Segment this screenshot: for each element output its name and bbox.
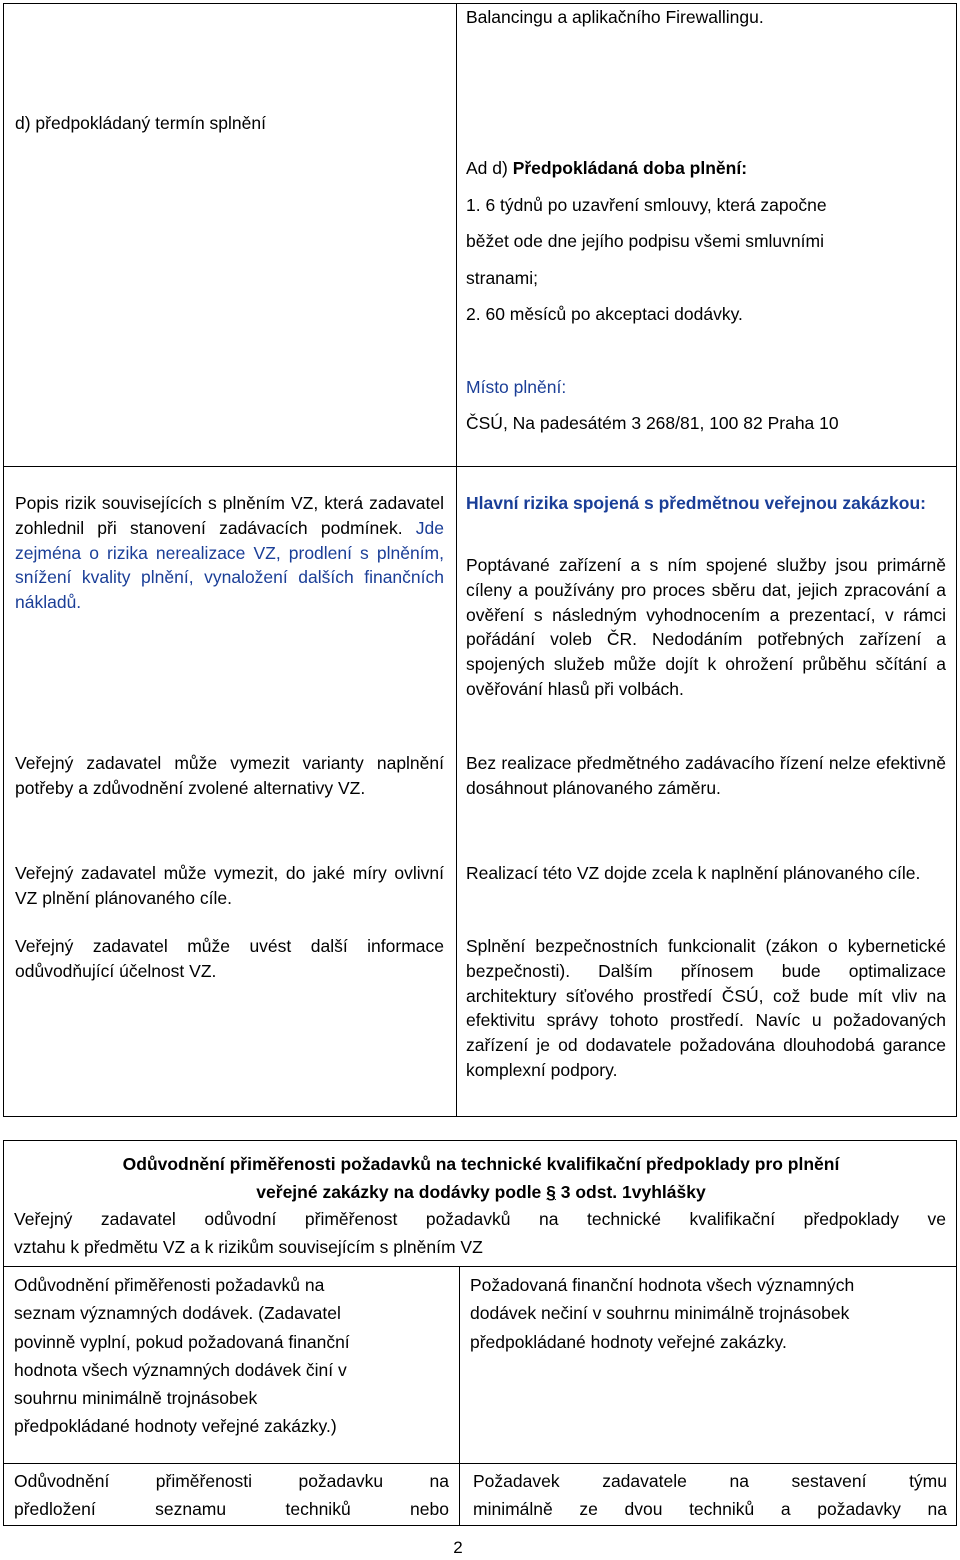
- technicians-left-line: předložení seznamu techniků nebo: [14, 1499, 449, 1520]
- duration-item-1-line3: stranami;: [466, 267, 538, 288]
- main-risks-body: Poptávané zařízení a s ním spojené služby jsou primárně cíleny a používány pro proces sběru dat, jejich zpracování a ověření s následným vyhodnocením a prezentací, v rámci pořádání voleb ČR. Nedodáním potřebných zařízení a spojených služeb může dojít k ohrožení průběhu sčítání a ověřování hlasů při volbách.: [466, 555, 946, 699]
- security-functions-text: Splnění bezpečnostních funkcionalit (zákon o kybernetické bezpečnosti). Dalším přínosem bude optimalizace architektury síťového prostředí ČSÚ, což bude mít vliv na efektivitu správy tohoto prostředí. Navíc u požadovaných zařízení je od dodavatele požadována dlouhodobá garance komplexní podpory.: [466, 936, 946, 1080]
- duration-item-1-line2: běžet ode dne jejího podpisu všemi smluvními: [466, 231, 824, 251]
- row2-right-cell: [456, 94, 957, 467]
- qualification-title-line2: veřejné zakázky na dodávky podle § 3 odst. 1vyhlášky: [256, 1182, 706, 1202]
- row1-right-cell: [456, 3, 957, 95]
- main-risks-heading: Hlavní rizika spojená s předmětnou veřejnou zakázkou:: [466, 493, 926, 513]
- requirements-table: [3, 3, 957, 1117]
- goal-fulfilment-text: Realizací této VZ dojde zcela k naplnění plánovaného cíle.: [466, 863, 921, 883]
- deliveries-left-line: předpokládané hodnoty veřejné zakázky.): [14, 1416, 337, 1437]
- deliveries-right-line: Požadovaná finanční hodnota všech významných: [470, 1275, 855, 1295]
- technicians-right-line: minimálně ze dvou techniků a požadavky na: [473, 1499, 947, 1520]
- purpose-description: Veřejný zadavatel může uvést další informace odůvodňující účelnost VZ.: [15, 936, 444, 981]
- technicians-right-cell: [459, 1463, 957, 1526]
- deliveries-left-line: Odůvodnění přiměřenosti požadavků na: [14, 1275, 325, 1295]
- deliveries-right-line: dodávek nečiní v souhrnu minimálně trojnásobek: [470, 1303, 850, 1324]
- deadline-label: d) předpokládaný termín splnění: [15, 113, 266, 133]
- goal-description: Veřejný zadavatel může vymezit, do jaké míry ovlivní VZ plnění plánovaného cíle.: [15, 863, 444, 908]
- qualification-title-line1: Odůvodnění přiměřenosti požadavků na technické kvalifikační předpoklady pro plnění: [122, 1154, 840, 1174]
- page-number: 2: [453, 1538, 463, 1557]
- qualification-body-line1: Veřejný zadavatel odůvodní přiměřenost požadavků na technické kvalifikační předpoklady ve: [14, 1209, 946, 1229]
- deliveries-left-line: seznam významných dodávek. (Zadavatel: [14, 1303, 341, 1324]
- significant-deliveries-right-cell: [459, 1266, 957, 1464]
- no-realization-text: Bez realizace předmětného zadávacího řízení nelze efektivně dosáhnout plánovaného záměru.: [466, 753, 946, 798]
- firewall-text: Balancingu a aplikačního Firewallingu.: [466, 7, 764, 27]
- duration-item-2: 2. 60 měsíců po akceptaci dodávky.: [466, 304, 743, 324]
- significant-deliveries-left-cell: [3, 1266, 460, 1464]
- technicians-right-line: Požadavek zadavatele na sestavení týmu: [473, 1471, 947, 1491]
- technicians-left-cell: [3, 1463, 460, 1526]
- qualification-body-line2: vztahu k předmětu VZ a k rizikům souvisejícím s plněním VZ: [14, 1237, 483, 1257]
- row1-left-cell: [3, 3, 457, 467]
- row3-right-cell: [456, 466, 957, 1117]
- deliveries-left-line: hodnota všech významných dodávek činí v: [14, 1359, 347, 1380]
- variants-description: Veřejný zadavatel může vymezit varianty naplnění potřeby a zdůvodnění zvolené alternativy VZ.: [15, 753, 444, 798]
- qualification-header-cell: [3, 1140, 957, 1267]
- deliveries-left-line: souhrnu minimálně trojnásobek: [14, 1388, 258, 1409]
- row3-left-cell: [3, 466, 457, 1117]
- technicians-left-line: Odůvodnění přiměřenosti požadavku na: [14, 1471, 449, 1491]
- duration-item-1-line1: 1. 6 týdnů po uzavření smlouvy, která započne: [466, 194, 827, 215]
- duration-heading: Ad d) Předpokládaná doba plnění:: [466, 158, 748, 178]
- risk-description: Popis rizik souvisejících s plněním VZ, která zadavatel zohlednil při stanovení zadávacích podmínek. Jde zejména o rizika nerealizace VZ, prodlení s plněním, snížení kvality plnění, vynaložení dalších finančních nákladů.: [15, 493, 445, 613]
- qualification-table: [3, 1140, 957, 1526]
- deliveries-right-line: předpokládané hodnoty veřejné zakázky.: [470, 1331, 787, 1352]
- deliveries-left-line: povinně vyplní, pokud požadovaná finanční: [14, 1331, 350, 1352]
- place-heading: Místo plnění:: [466, 376, 567, 397]
- place-address: ČSÚ, Na padesátém 3 268/81, 100 82 Praha 10: [466, 413, 839, 433]
